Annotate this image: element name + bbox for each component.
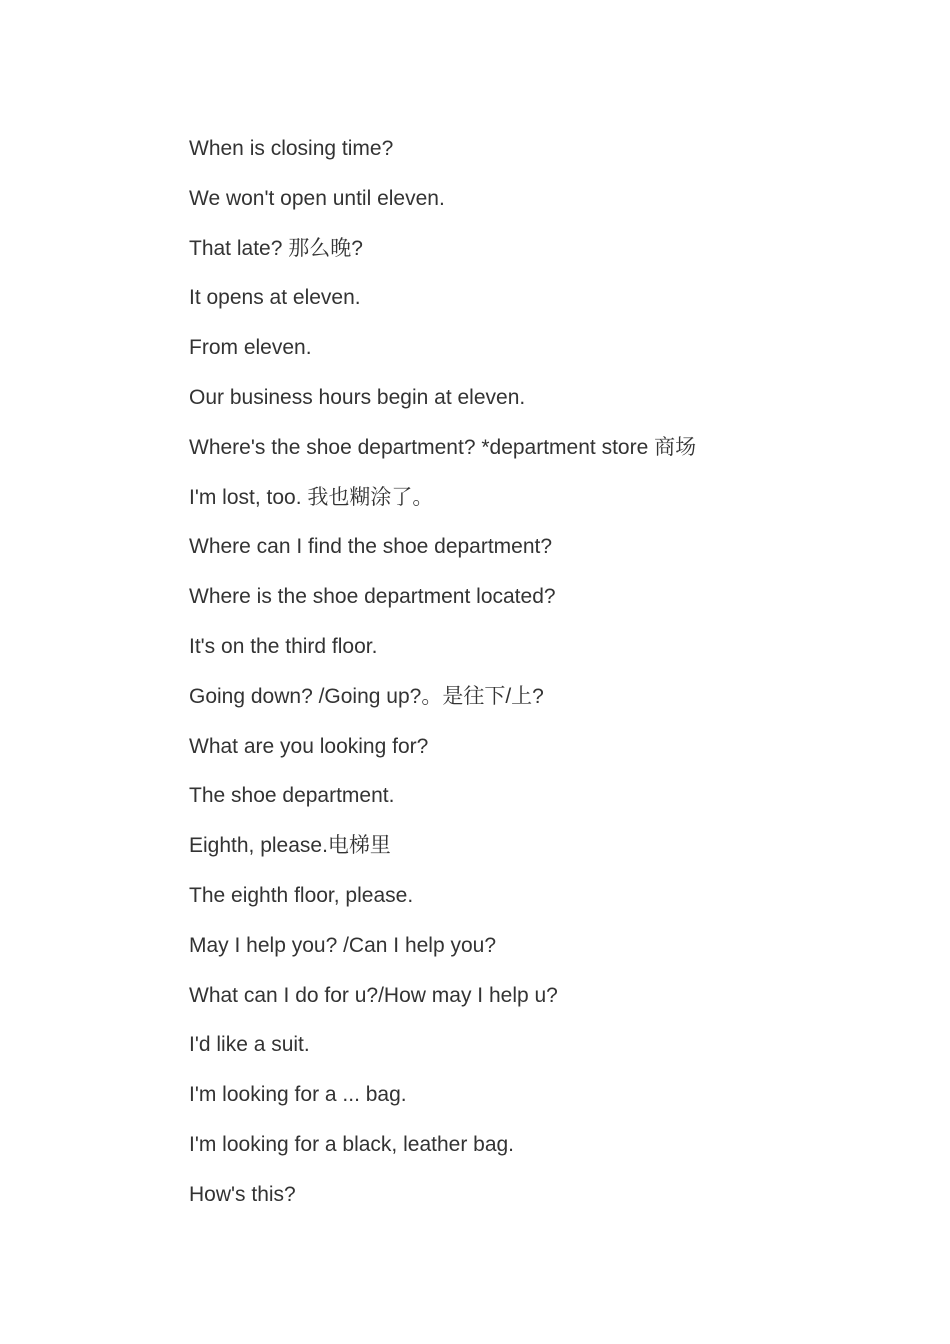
text-line: What are you looking for? (189, 734, 429, 758)
text-line: How's this? (189, 1182, 296, 1206)
text-line: I'm looking for a black, leather bag. (189, 1132, 515, 1156)
text-line: When is closing time? (189, 137, 394, 160)
text-line: I'd like a suit. (189, 1033, 310, 1057)
text-line: We won't open until eleven. (189, 186, 445, 210)
text-line: Where can I find the shoe department? (189, 535, 553, 559)
text-line: May I help you? /Can I help you? (189, 933, 497, 957)
text-line: That late? 那么晚? (189, 236, 363, 260)
text-line: It's on the third floor. (189, 634, 378, 658)
text-line: What can I do for u?/How may I help u? (189, 983, 558, 1007)
text-line: From eleven. (189, 336, 312, 360)
text-line: Going down? /Going up?。是往下/上? (189, 684, 544, 708)
text-line: Where is the shoe department located? (189, 585, 556, 609)
text-line: It opens at eleven. (189, 286, 361, 310)
text-line: Our business hours begin at eleven. (189, 385, 526, 409)
text-line: I'm lost, too. 我也糊涂了。 (189, 485, 434, 509)
text-line: Where's the shoe department? *department store 商场 (189, 435, 697, 459)
text-line: The shoe department. (189, 784, 395, 808)
document-page (189, 132, 889, 1228)
text-line: The eighth floor, please. (189, 883, 414, 907)
text-line: I'm looking for a ... bag. (189, 1083, 407, 1107)
text-line: Eighth, please.电梯里 (189, 834, 391, 858)
